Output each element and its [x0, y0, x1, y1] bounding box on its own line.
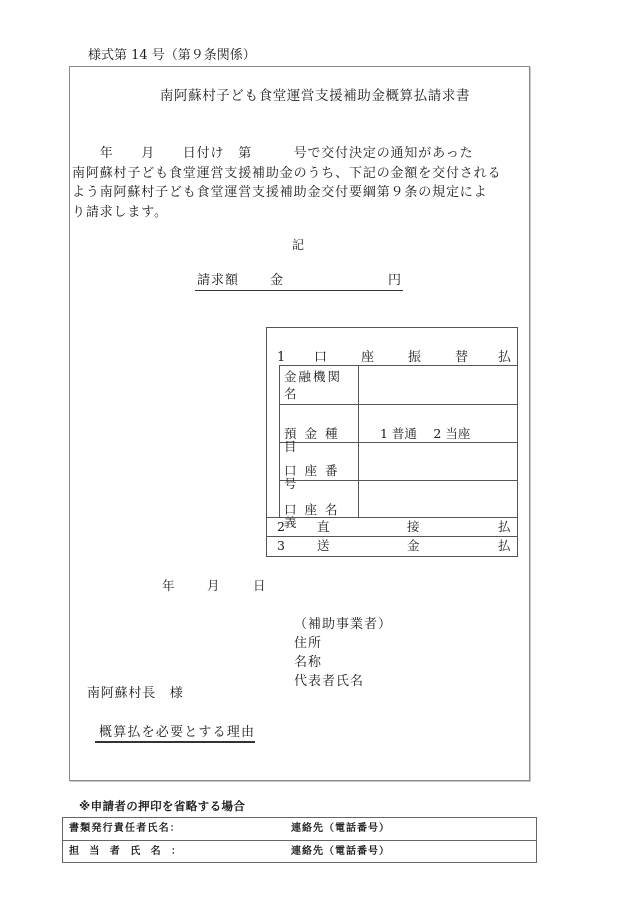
account-number-label	[280, 443, 359, 491]
document-title: 南阿蘇村子ども食堂運営支援補助金概算払請求書	[159, 88, 471, 104]
bank-name-row	[280, 366, 517, 405]
person-in-charge-name-label[interactable]: 担 当 者 氏 名 ：	[69, 846, 182, 857]
bank-name-label	[280, 366, 359, 404]
account-holder-label	[280, 481, 359, 530]
option-remittance-payment[interactable]	[267, 536, 517, 555]
applicant-block	[294, 615, 392, 691]
deposit-type-row	[280, 405, 517, 454]
option-number: 1	[277, 350, 286, 365]
label-line: 名	[284, 386, 299, 401]
seal-omission-note: ※申請者の押印を省略する場合	[79, 799, 246, 813]
bank-name-input[interactable]	[359, 366, 517, 404]
request-amount-field[interactable]	[195, 274, 403, 291]
option-char: 金	[407, 538, 420, 553]
option-char: 送	[317, 538, 330, 553]
person-in-charge-contact-label[interactable]: 連絡先（電話番号）	[291, 846, 390, 857]
body-line: 年 月 日付け 第 号で交付決定の通知があった	[72, 146, 474, 161]
deposit-type-options[interactable]	[359, 405, 517, 442]
option-char: 払	[498, 350, 512, 365]
option-char: 払	[498, 538, 511, 553]
applicant-address-label[interactable]: 住所	[294, 636, 323, 651]
amount-yen-label: 円	[387, 273, 401, 288]
option-direct-payment[interactable]	[267, 517, 517, 536]
issuer-contact-label[interactable]: 連絡先（電話番号）	[291, 823, 390, 834]
label-line: 口 座 名 義	[284, 502, 340, 530]
amount-kin-label: 金	[270, 273, 284, 288]
issuer-row	[63, 818, 536, 840]
option-number: 2	[277, 519, 285, 534]
account-holder-input[interactable]	[359, 481, 517, 517]
seal-omission-table	[62, 817, 537, 863]
body-line: り請求します。	[72, 204, 168, 220]
reason-heading: 概算払を必要とする理由	[95, 726, 255, 743]
request-body-paragraph	[72, 144, 528, 222]
issuer-name-label[interactable]: 書類発行責任者氏名：	[69, 823, 181, 834]
option-char: 接	[407, 519, 420, 534]
deposit-type-value: 1 普通 2 当座	[380, 426, 471, 441]
form-number-label: 様式第 14 号（第９条関係）	[88, 48, 256, 63]
option-char: 替	[455, 350, 469, 365]
label-line: 預 金 種 目	[284, 426, 340, 454]
option-number: 3	[277, 538, 285, 553]
ki-heading: 記	[292, 238, 305, 252]
applicant-heading: （補助事業者）	[294, 617, 393, 632]
date-day-label: 日	[253, 578, 266, 593]
addressee: 南阿蘇村長 様	[87, 686, 184, 701]
option-char: 振	[408, 350, 422, 365]
date-year-label: 年	[162, 578, 175, 593]
date-month-label: 月	[207, 578, 220, 593]
account-number-row	[280, 443, 517, 491]
label-line: 口 座 番 号	[284, 463, 340, 491]
body-line: よう南阿蘇村子ども食堂運営支援補助金交付要綱第９条の規定によ	[72, 185, 488, 200]
label-line: 金融機関	[284, 369, 343, 384]
option-char: 払	[498, 519, 511, 534]
amount-label: 請求額	[197, 273, 240, 288]
account-number-input[interactable]	[359, 443, 517, 480]
option-char: 座	[361, 350, 375, 365]
bank-details-grid	[279, 365, 517, 530]
payment-method-table	[266, 327, 518, 557]
body-line: 南阿蘇村子ども食堂運営支援補助金のうち、下記の金額を交付される	[72, 165, 502, 181]
applicant-representative-label[interactable]: 代表者氏名	[294, 674, 365, 689]
deposit-type-label	[280, 405, 359, 454]
option-char: 口	[314, 350, 328, 365]
applicant-name-label[interactable]: 名称	[294, 655, 323, 670]
option-account-transfer[interactable]	[277, 351, 511, 365]
option-char: 直	[317, 519, 330, 534]
account-holder-row	[280, 481, 517, 530]
person-in-charge-row	[63, 840, 536, 863]
